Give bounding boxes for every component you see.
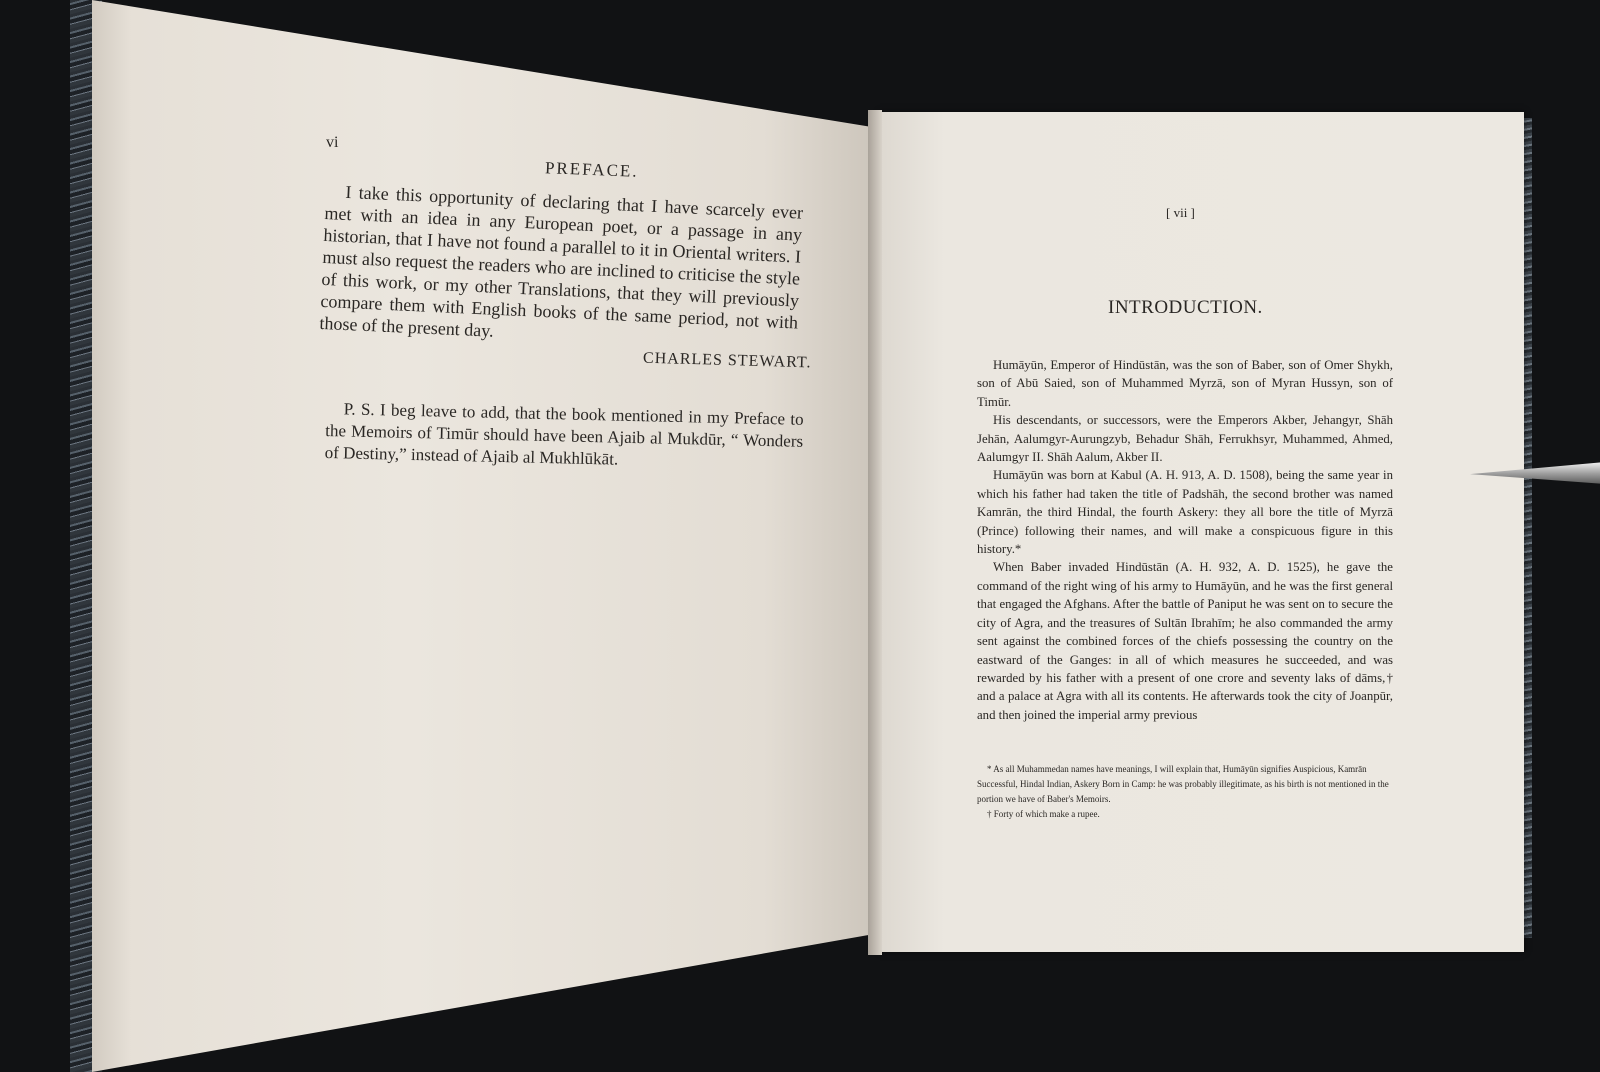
intro-paragraph: When Baber invaded Hindūstān (A. H. 932, A. D. 1525), he gave the command of the right wing of his army to Humāyūn, and he was the first general that engaged the Afghans. After the battle of Paniput he was sent on to secure the city of Agra, and the treasures of Sultān Ibrahīm; he also commanded the army sent against the combined forces of the chiefs possessing the country on the eastward of the Ganges: in all of which measures he succeeded, and was rewarded by his father with a present of one crore and seventy laks of dāms,† and a palace at Agra with all its contents. He afterwards took the city of Joanpūr, and then joined the imperial army previous: [977, 560, 1393, 722]
left-page-number: vi: [326, 134, 339, 151]
intro-paragraph: Humāyūn, Emperor of Hindūstān, was the son of Baber, son of Omer Shykh, son of Abū Saied, son of Muhammed Myrzā, son of Myran Hussyn, son of Timūr.: [977, 358, 1393, 409]
right-page-number: [ vii ]: [1166, 205, 1195, 220]
introduction-heading: INTRODUCTION.: [1108, 297, 1263, 318]
footnote: † Forty of which make a rupee.: [987, 809, 1100, 819]
preface-signature: CHARLES STEWART.: [642, 349, 812, 372]
postscript-paragraph: P. S. I beg leave to add, that the book mentioned in my Preface to the Memoirs of Timūr should have been Ajaib al Mukdūr, “ Wonders of Destiny,” instead of Ajaib al Mukhlūkāt.: [324, 399, 804, 469]
preface-text: [319, 180, 803, 356]
preface-heading: PREFACE.: [544, 158, 639, 181]
postscript: [325, 398, 804, 475]
intro-paragraph: Humāyūn was born at Kabul (A. H. 913, A. D. 1508), being the same year in which his father had taken the title of Padshāh, the second brother was named Kamrān, the third Hindal, the fourth Askery: they all bore the title of Myrzā (Prince) following their names, and will make a conspicuous figure in this history.*: [977, 468, 1393, 557]
footnotes: [977, 762, 1393, 822]
left-page: [92, 0, 882, 1072]
preface-paragraph: I take this opportunity of declaring that I have scarcely ever met with an idea in any European poet, or a passage in any historian, that I have not found a parallel to it in Oriental writers. I must also request the readers who are inclined to criticise the style of this work, or my other Translations, that they will previously compare them with English books of the same period, not with those of the present day.: [319, 181, 804, 341]
footnote: * As all Muhammedan names have meanings, I will explain that, Humāyūn signifies Auspicious, Kamrān Successful, Hindal Indian, Askery Born in Camp: he was probably illegitimate, as his birth is not mentioned in the portion we have of Baber's Memoirs.: [977, 764, 1389, 804]
book-gutter: [868, 110, 882, 955]
intro-paragraph: His descendants, or successors, were the Emperors Akber, Jehangyr, Shāh Jehān, Aalumgyr-Aurungzyb, Behadur Shāh, Ferrukhsyr, Muhammed, Ahmed, Aalumgyr II. Shāh Aalum, Akber II.: [977, 413, 1393, 465]
introduction-text: [977, 356, 1393, 724]
